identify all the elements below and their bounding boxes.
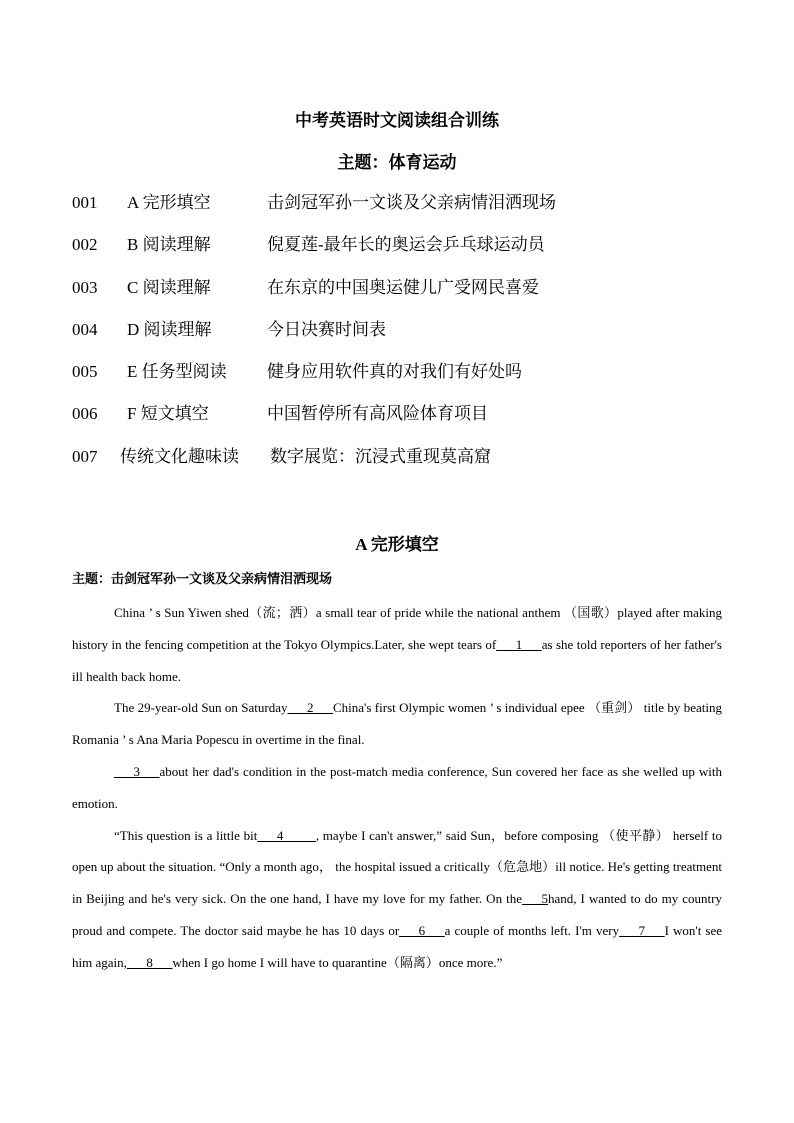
toc-row bbox=[72, 190, 732, 232]
toc-section: F 短文填空 bbox=[127, 404, 209, 424]
passage-paragraph bbox=[72, 597, 722, 692]
passage-paragraph bbox=[72, 756, 722, 820]
cloze-passage bbox=[72, 597, 722, 979]
cloze-blank: ___6___ bbox=[399, 922, 445, 938]
toc-number: 006 bbox=[72, 404, 98, 424]
toc-number: 007 bbox=[72, 446, 98, 466]
passage-text: hand, I wanted to do my country proud and compete. The doctor said maybe he has 10 days or bbox=[72, 891, 722, 938]
passage-text: China ’ s Sun Yiwen shed（流；洒）a small tear of pride while the national anthem （国歌）played after making history in the fencing competition at the Tokyo Olympics.Later, she wept tears of bbox=[72, 605, 722, 652]
cloze-blank: ___4_____ bbox=[257, 827, 316, 843]
toc-section: D 阅读理解 bbox=[127, 319, 212, 339]
toc-title: 中国暂停所有高风险体育项目 bbox=[267, 404, 488, 424]
toc-row bbox=[72, 232, 732, 274]
toc-row bbox=[72, 444, 732, 486]
cloze-blank: ___1___ bbox=[496, 636, 542, 652]
passage-text: when I go home I will have to quarantine（隔离）once more.” bbox=[172, 954, 503, 970]
toc-number: 001 bbox=[72, 193, 98, 212]
cloze-blank: ___7___ bbox=[619, 922, 665, 938]
passage-text: I won't see him again, bbox=[72, 922, 722, 970]
topic-line: 主题：击剑冠军孙一文谈及父亲病情泪洒现场 bbox=[72, 571, 333, 586]
passage-text: a couple of months left. I'm very bbox=[444, 922, 620, 938]
passage-text: The 29-year-old Sun on Saturday bbox=[114, 700, 288, 716]
cloze-blank: ___5 bbox=[521, 891, 548, 907]
toc-title: 今日决赛时间表 bbox=[267, 319, 386, 339]
passage-text: , maybe I can't answer,” said Sun，before composing （使平静） herself to open up about the situation. “Only a month ago， the hospital issued a critically（危急地）ill notice. He's getting treatment in Beijing and he's very sick. On the one hand, I have my love for my father. On the bbox=[72, 827, 722, 907]
toc-section: B 阅读理解 bbox=[127, 235, 211, 255]
cloze-blank: ___3___ bbox=[114, 763, 160, 779]
page-subtitle: 主题：体育运动 bbox=[337, 153, 457, 172]
section-heading: A 完形填空 bbox=[355, 535, 439, 554]
toc-section: E 任务型阅读 bbox=[127, 362, 227, 382]
toc-number: 004 bbox=[72, 319, 98, 339]
cloze-blank: ___8___ bbox=[126, 954, 173, 970]
toc-title: 击剑冠军孙一文谈及父亲病情泪洒现场 bbox=[267, 193, 556, 212]
toc-title: 健身应用软件真的对我们有好处吗 bbox=[267, 362, 522, 382]
toc-row bbox=[72, 275, 732, 317]
toc-number: 003 bbox=[72, 277, 98, 297]
table-of-contents bbox=[72, 190, 732, 486]
passage-paragraph bbox=[72, 692, 722, 756]
toc-number: 005 bbox=[72, 362, 98, 382]
passage-paragraph bbox=[72, 820, 722, 979]
toc-title: 倪夏莲-最年长的奥运会乒乓球运动员 bbox=[267, 235, 545, 255]
toc-section: 传统文化趣味读 bbox=[120, 446, 239, 466]
passage-text: China's first Olympic women ’ s individual epee （重剑） title by beating Romania ’ s Ana Maria Popescu in overtime in the final. bbox=[72, 700, 723, 748]
cloze-blank: ___2___ bbox=[287, 700, 333, 716]
passage-text: about her dad's condition in the post-match media conference, Sun covered her face as she welled up with emotion. bbox=[72, 763, 722, 811]
passage-text: “This question is a little bit bbox=[114, 827, 258, 843]
toc-section: C 阅读理解 bbox=[127, 277, 211, 297]
toc-row bbox=[72, 401, 732, 443]
passage-text: as she told reporters of her father's ill health back home. bbox=[72, 636, 722, 684]
toc-title: 数字展览：沉浸式重现莫高窟 bbox=[270, 446, 491, 466]
toc-row bbox=[72, 359, 732, 401]
toc-number: 002 bbox=[72, 235, 98, 255]
toc-title: 在东京的中国奥运健儿广受网民喜爱 bbox=[267, 277, 539, 297]
toc-section: A 完形填空 bbox=[127, 193, 211, 212]
page-title: 中考英语时文阅读组合训练 bbox=[295, 111, 499, 130]
toc-row bbox=[72, 317, 732, 359]
